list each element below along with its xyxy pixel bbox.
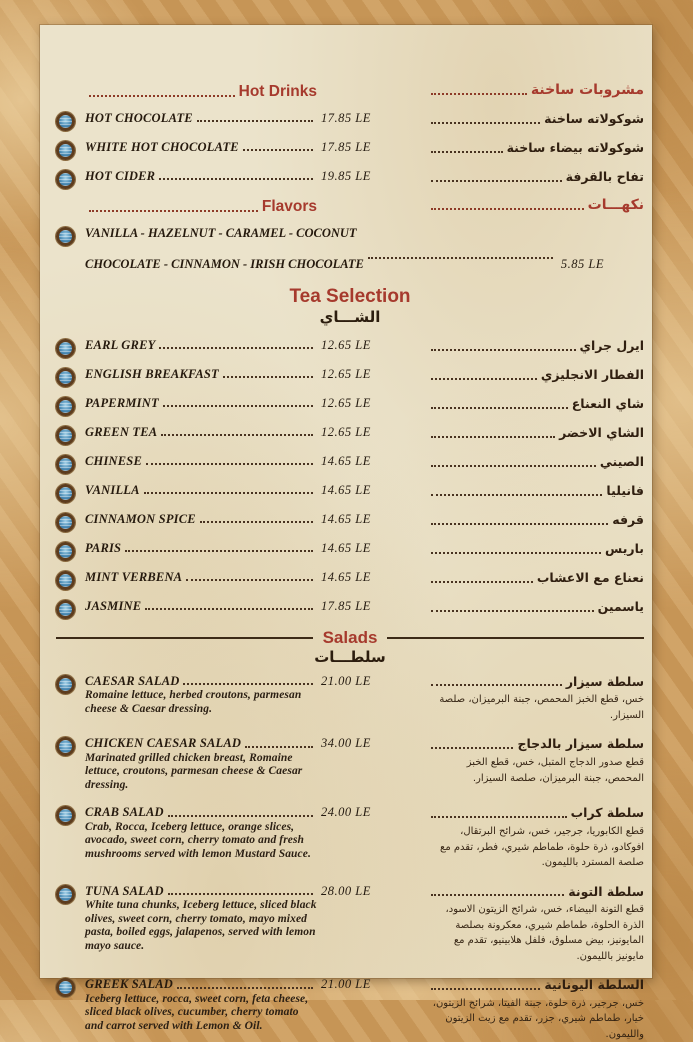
item-price: 24.00 LE — [321, 805, 371, 820]
dotted-leader — [245, 746, 313, 748]
dotted-leader — [243, 149, 313, 151]
item-price: 12.65 LE — [321, 367, 371, 382]
dotted-leader — [145, 608, 313, 610]
menu-item-row — [56, 111, 644, 131]
dotted-leader — [431, 93, 527, 95]
item-price: 28.00 LE — [321, 883, 371, 898]
dotted-leader — [125, 550, 313, 552]
dotted-leader — [431, 552, 601, 554]
item-name-en: ENGLISH BREAKFAST — [85, 367, 219, 382]
item-price: 17.85 LE — [321, 111, 371, 126]
medallion-icon — [56, 885, 75, 904]
dotted-leader — [431, 747, 513, 749]
salads-title-en: Salads — [322, 628, 378, 648]
menu-item-row — [56, 338, 644, 358]
item-name-en: CHINESE — [85, 454, 142, 469]
item-description-en: Marinated grilled chicken breast, Romaine lettuce, croutons, parmesan cheese & Caesar dressing. — [85, 751, 303, 791]
item-name-en: PARIS — [85, 541, 122, 556]
item-name-en: CINNAMON SPICE — [85, 512, 196, 527]
dotted-leader — [197, 120, 313, 122]
dotted-leader — [159, 347, 313, 349]
item-price: 19.85 LE — [321, 169, 371, 184]
item-price: 14.65 LE — [321, 541, 371, 556]
item-name-en: HOT CIDER — [85, 169, 156, 184]
dotted-leader — [159, 178, 313, 180]
dotted-leader — [431, 407, 568, 409]
item-description-ar: قطع صدور الدجاج المتبل، خس، قطع الخبز المحمص، جبنة البرميزان، صلصة السيزار. — [466, 757, 644, 784]
menu-item-row — [56, 884, 644, 965]
item-name-ar: ايرل جراي — [579, 338, 644, 354]
dotted-leader — [183, 683, 313, 685]
item-name-en: CAESAR SALAD — [85, 673, 180, 688]
menu-item-row — [56, 396, 644, 416]
item-price: 12.65 LE — [321, 338, 371, 353]
item-name-en: HOT CHOCOLATE — [85, 111, 193, 126]
item-price: 12.65 LE — [321, 396, 371, 411]
menu-page — [40, 25, 652, 1040]
menu-item-row — [56, 541, 644, 561]
dotted-leader — [431, 684, 562, 686]
item-name-en: PAPERMINT — [85, 396, 159, 411]
dotted-leader — [431, 465, 596, 467]
dotted-leader — [431, 122, 540, 124]
item-name-ar: الفطار الانجليزي — [540, 367, 644, 383]
menu-item-row — [56, 512, 644, 532]
menu-item-row — [56, 169, 644, 189]
dotted-leader — [431, 378, 537, 380]
dotted-leader — [200, 521, 313, 523]
section-header-hot-drinks — [56, 83, 644, 100]
item-name-ar: تفاح بالقرفة — [565, 169, 644, 185]
medallion-icon — [56, 806, 75, 825]
item-price: 14.65 LE — [321, 570, 371, 585]
medallion-icon — [56, 112, 75, 131]
flavors-title-ar: نكهـــات — [587, 197, 644, 214]
dotted-leader — [431, 349, 576, 351]
item-description-en: Iceberg lettuce, rocca, sweet corn, feta cheese, sliced black olives, cucumber, cherry tomato and carrot served with Lemon & Oil. — [85, 992, 309, 1032]
dotted-leader — [431, 581, 533, 583]
tea-section-title-ar: الشـــاي — [319, 308, 381, 327]
medallion-icon — [56, 426, 75, 445]
item-price: 34.00 LE — [321, 736, 371, 751]
dotted-leader — [368, 257, 553, 259]
hot-drinks-title-ar: مشروبات ساخنة — [530, 82, 644, 98]
item-name-ar: الصيني — [599, 454, 644, 470]
medallion-icon — [56, 227, 75, 246]
dotted-leader — [144, 492, 313, 494]
menu-item-row — [56, 599, 644, 619]
item-name-ar: سلطة كراب — [570, 805, 644, 821]
item-description-ar: قطع التونة البيضاء، خس، شرائح الزيتون الاسود، الذرة الحلوة، طماطم شيري، معكرونة بصلصة المايونيز، بيض مسلوق، فلفل هلابينيو، تقدم مع مايونيز بالليمون. — [445, 904, 644, 962]
dotted-leader — [431, 523, 608, 525]
dotted-leader — [89, 210, 258, 212]
item-description-ar: خس، قطع الخبز المحمص، جبنة البرميزان، صلصة السيزار. — [439, 694, 644, 721]
item-description-en: White tuna chunks, Iceberg lettuce, sliced black olives, sweet corn, cherry tomato, mayo mixed pasta, boiled eggs, jalapenos, served with lemon mayo sauce. — [85, 898, 317, 952]
item-name-ar: سلطة التونة — [568, 883, 644, 899]
flavors-line-2 — [56, 257, 604, 272]
flavors-list-1: VANILLA - HAZELNUT - CARAMEL - COCONUT — [85, 226, 357, 241]
item-name-en: WHITE HOT CHOCOLATE — [85, 140, 239, 155]
salads-title-ar: سلطـــات — [314, 647, 386, 666]
dotted-leader — [223, 376, 313, 378]
item-name-ar: شوكولاته ساخنة — [544, 111, 644, 127]
item-description-ar: خس، جرجير، ذرة حلوة، جبنة الفيتا، شرائح الزيتون، خيار، طماطم شيري، جزر، تقدم مع زيت الزيتون والليمون. — [432, 997, 644, 1040]
dotted-leader — [431, 151, 503, 153]
item-price: 12.65 LE — [321, 425, 371, 440]
medallion-icon — [56, 737, 75, 756]
medallion-icon — [56, 542, 75, 561]
item-price: 14.65 LE — [321, 483, 371, 498]
dotted-leader — [431, 816, 567, 818]
medallion-icon — [56, 368, 75, 387]
divider-rule — [56, 637, 313, 639]
dotted-leader — [168, 815, 313, 817]
menu-item-row — [56, 570, 644, 590]
medallion-icon — [56, 170, 75, 189]
item-description-ar: قطع الكابوريا، جرجير، خس، شرائح البرتقال، افوكادو، ذرة حلوة، طماطم شيري، فطر، تقدم مع صلصة المسترد بالليمون. — [440, 826, 644, 869]
dotted-leader — [177, 987, 313, 989]
item-price: 17.85 LE — [321, 599, 371, 614]
dotted-leader — [431, 610, 594, 612]
menu-item-row — [56, 454, 644, 474]
dotted-leader — [431, 436, 555, 438]
item-name-ar: ياسمين — [597, 599, 644, 615]
item-name-ar: سلطة سيزار — [565, 673, 644, 689]
item-price: 5.85 LE — [560, 257, 604, 272]
item-name-ar: فانيليا — [606, 483, 644, 499]
item-name-ar: الشاي الاخضر — [559, 425, 644, 441]
item-price: 14.65 LE — [321, 454, 371, 469]
menu-item-row — [56, 674, 644, 724]
item-name-ar: قرفه — [612, 512, 644, 528]
item-name-en: TUNA SALAD — [85, 883, 164, 898]
dotted-leader — [431, 180, 562, 182]
tea-section-title-en: Tea Selection — [289, 286, 411, 308]
item-name-ar: السلطة اليونانية — [544, 977, 644, 993]
dotted-leader — [89, 95, 235, 97]
divider-rule — [387, 637, 644, 639]
dotted-leader — [431, 208, 584, 210]
section-header-flavors — [56, 198, 644, 215]
dotted-leader — [168, 893, 313, 895]
medallion-icon — [56, 978, 75, 997]
menu-item-row — [56, 425, 644, 445]
item-name-en: EARL GREY — [85, 338, 156, 353]
menu-item-row — [56, 736, 644, 792]
menu-item-row — [56, 805, 644, 870]
dotted-leader — [163, 405, 313, 407]
item-name-en: CRAB SALAD — [85, 805, 164, 820]
medallion-icon — [56, 571, 75, 590]
item-name-ar: نعناع مع الاعشاب — [536, 570, 644, 586]
item-name-ar: شاي النعناع — [571, 396, 644, 412]
medallion-icon — [56, 339, 75, 358]
dotted-leader — [431, 494, 602, 496]
item-description-en: Romaine lettuce, herbed croutons, parmesan cheese & Caesar dressing. — [85, 689, 302, 715]
flavors-title-en: Flavors — [261, 198, 317, 216]
medallion-icon — [56, 484, 75, 503]
item-name-en: VANILLA — [85, 483, 140, 498]
medallion-icon — [56, 455, 75, 474]
flavors-line-1 — [56, 226, 644, 246]
medallion-icon — [56, 600, 75, 619]
flavors-list-2: CHOCOLATE - CINNAMON - IRISH CHOCOLATE — [85, 257, 364, 272]
item-price: 17.85 LE — [321, 140, 371, 155]
item-name-ar: باريس — [605, 541, 644, 557]
dotted-leader — [161, 434, 313, 436]
dotted-leader — [431, 894, 564, 896]
dotted-leader — [431, 988, 540, 990]
item-name-ar: سلطة سيزار بالدجاج — [517, 736, 644, 752]
dotted-leader — [146, 463, 313, 465]
item-name-en: GREEK SALAD — [85, 977, 173, 992]
menu-item-row — [56, 140, 644, 160]
item-name-en: MINT VERBENA — [85, 570, 183, 585]
medallion-icon — [56, 675, 75, 694]
item-description-en: Crab, Rocca, Iceberg lettuce, orange slices, avocado, sweet corn, cherry tomato and fresh mushrooms served with lemon Mustard Sauce. — [85, 820, 311, 860]
menu-item-row — [56, 977, 644, 1042]
menu-item-row — [56, 367, 644, 387]
hot-drinks-title-en: Hot Drinks — [238, 83, 317, 100]
salads-section-divider — [56, 629, 644, 648]
medallion-icon — [56, 397, 75, 416]
medallion-icon — [56, 141, 75, 160]
item-price: 21.00 LE — [321, 673, 371, 688]
item-name-en: CHICKEN CAESAR SALAD — [85, 736, 242, 751]
menu-item-row — [56, 483, 644, 503]
item-name-ar: شوكولاته بيضاء ساخنة — [506, 140, 644, 156]
item-name-en: GREEN TEA — [85, 425, 158, 440]
medallion-icon — [56, 513, 75, 532]
item-price: 21.00 LE — [321, 977, 371, 992]
item-name-en: JASMINE — [85, 599, 142, 614]
dotted-leader — [186, 579, 313, 581]
item-price: 14.65 LE — [321, 512, 371, 527]
